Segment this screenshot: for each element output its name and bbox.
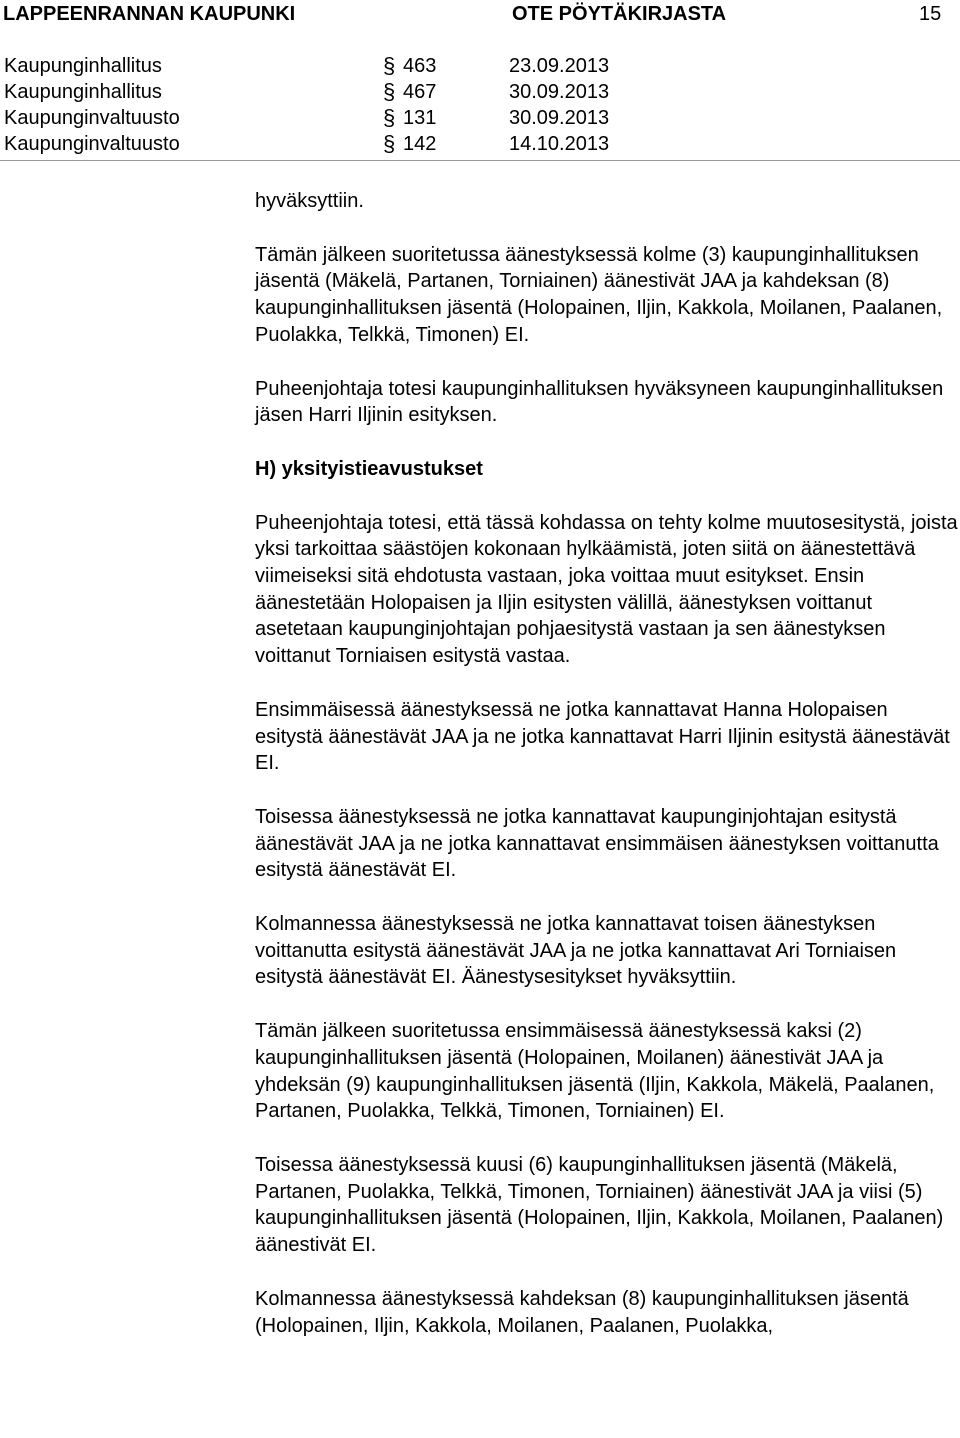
meeting-reference-row xyxy=(0,105,960,131)
governing-body: Kaupunginvaltuusto xyxy=(4,133,180,155)
organization-name: LAPPEENRANNAN KAUPUNKI xyxy=(3,3,296,25)
paragraph: hyväksyttiin. xyxy=(255,190,364,212)
meeting-date: 30.09.2013 xyxy=(509,107,610,129)
meeting-date: 30.09.2013 xyxy=(509,81,610,103)
paragraph: Toisessa äänestyksessä ne jotka kannattavat kaupunginjohtajan esitystä äänestävät JAA ja ne jotka kannattavat ensimmäisen äänestyksen voittanutta esitystä äänestävät EI. xyxy=(255,805,939,882)
governing-body: Kaupunginvaltuusto xyxy=(4,107,180,129)
paragraph: Kolmannessa äänestyksessä ne jotka kannattavat toisen äänestyksen voittanutta esitystä äänestävät JAA ja ne jotka kannattavat Ari Torniaisen esitystä äänestävät EI. Äänestysesitykset hyväksyttiin. xyxy=(255,913,897,989)
meeting-reference-row xyxy=(0,79,960,105)
meeting-reference-row xyxy=(0,131,960,157)
section-heading: H) yksityistieavustukset xyxy=(255,457,483,480)
section-sign: § xyxy=(383,105,396,130)
section-number: 467 xyxy=(403,81,437,103)
meeting-references xyxy=(0,53,960,157)
header-divider xyxy=(0,160,960,161)
paragraph: Tämän jälkeen suoritetussa ensimmäisessä äänestyksessä kaksi (2) kaupunginhallituksen jäsentä (Holopainen, Moilanen) äänestivät JAA ja yhdeksän (9) kaupunginhallituksen jäsentä (Iljin, Kakkola, Mäkelä, Paalanen, Partanen, Puolakka, Telkkä, Timonen, Torniainen) EI. xyxy=(255,1020,935,1123)
section-sign: § xyxy=(383,131,396,156)
meeting-reference-row xyxy=(0,53,960,79)
page-number: 15 xyxy=(919,3,942,25)
paragraph: Toisessa äänestyksessä kuusi (6) kaupunginhallituksen jäsentä (Mäkelä, Partanen, Puolakka, Telkkä, Timonen, Torniainen) äänestivät JAA ja viisi (5) kaupunginhallituksen jäsentä (Holopainen, Iljin, Kakkola, Moilanen, Paalanen) äänestivät EI. xyxy=(255,1153,944,1257)
meeting-date: 14.10.2013 xyxy=(509,133,610,155)
section-sign: § xyxy=(383,79,396,104)
meeting-date: 23.09.2013 xyxy=(509,55,610,77)
section-number: 131 xyxy=(403,107,437,129)
paragraph: Kolmannessa äänestyksessä kahdeksan (8) kaupunginhallituksen jäsentä (Holopainen, Iljin, Kakkola, Moilanen, Paalanen, Puolakka, xyxy=(255,1287,909,1337)
document-type: OTE PÖYTÄKIRJASTA xyxy=(512,3,727,25)
paragraph: Tämän jälkeen suoritetussa äänestyksessä kolme (3) kaupunginhallituksen jäsentä (Mäkelä, Partanen, Torniainen) äänestivät JAA ja kahdeksan (8) kaupunginhallituksen jäsentä (Holopainen, Iljin, Kakkola, Moilanen, Paalanen, Puolakka, Telkkä, Timonen) EI. xyxy=(255,243,943,346)
minutes-body xyxy=(255,188,960,1339)
document-header xyxy=(0,0,960,29)
paragraph: Ensimmäisessä äänestyksessä ne jotka kannattavat Hanna Holopaisen esitystä äänestävät JAA ja ne jotka kannattavat Harri Iljinin esitystä äänestävät EI. xyxy=(255,698,950,775)
governing-body: Kaupunginhallitus xyxy=(4,81,162,103)
paragraph: Puheenjohtaja totesi kaupunginhallituksen hyväksyneen kaupunginhallituksen jäsen Harri Iljinin esityksen. xyxy=(255,377,944,427)
section-number: 142 xyxy=(403,133,437,155)
paragraph: Puheenjohtaja totesi, että tässä kohdassa on tehty kolme muutosesitystä, joista yksi tarkoittaa säästöjen kokonaan hylkäämistä, joten siitä on äänestettävä viimeiseksi sitä ehdotusta vastaan, joka voittaa muut esitykset. Ensin äänestetään Holopaisen ja Iljin esitysten välillä, äänestyksen voittanut asetetaan kaupunginjohtajan pohjaesitystä vastaan ja sen äänestyksen voittanut Torniaisen esitystä vastaa. xyxy=(255,511,958,668)
section-sign: § xyxy=(383,53,396,78)
section-number: 463 xyxy=(403,55,437,77)
governing-body: Kaupunginhallitus xyxy=(4,55,162,77)
